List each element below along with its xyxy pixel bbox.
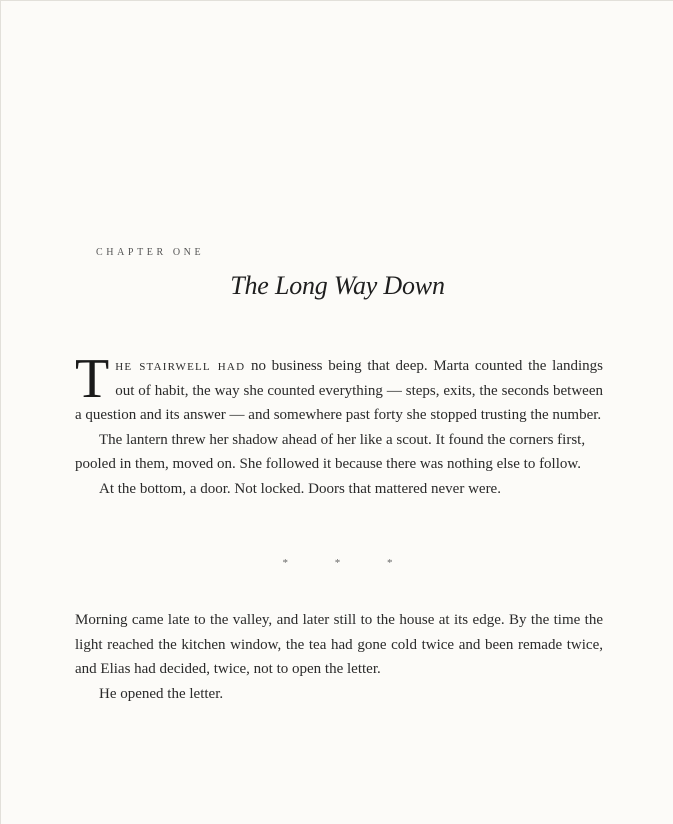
paragraph: The lantern threw her shadow ahead of her like a scout. It found the corners first, pooled in them, moved on. She followed it because there was nothing else to follow. <box>75 431 586 473</box>
lead-in-small-caps: he stairwell had <box>115 358 246 374</box>
section-one <box>75 348 603 502</box>
section-two <box>75 608 603 706</box>
scene-break: * * * <box>282 557 415 569</box>
paragraph: At the bottom, a door. Not locked. Doors that mattered never were. <box>99 480 501 497</box>
chapter-title: The Long Way Down <box>230 271 445 300</box>
chapter-label: CHAPTER ONE <box>96 247 205 258</box>
paragraph: Morning came late to the valley, and later still to the house at its edge. By the time the light reached the kitchen window, the tea had gone cold twice and been remade twice, and Elias had decided, twice, not to open the letter. <box>75 612 603 678</box>
paragraph <box>75 348 603 428</box>
drop-cap: T <box>75 348 110 410</box>
paragraph: He opened the letter. <box>99 685 224 702</box>
paragraph-text: no business being that deep. Marta counted the landings out of habit, the way she counted everything — steps, exits, the seconds between a question and its answer — and somewhere past forty she stopped trusting the number. <box>75 358 603 424</box>
